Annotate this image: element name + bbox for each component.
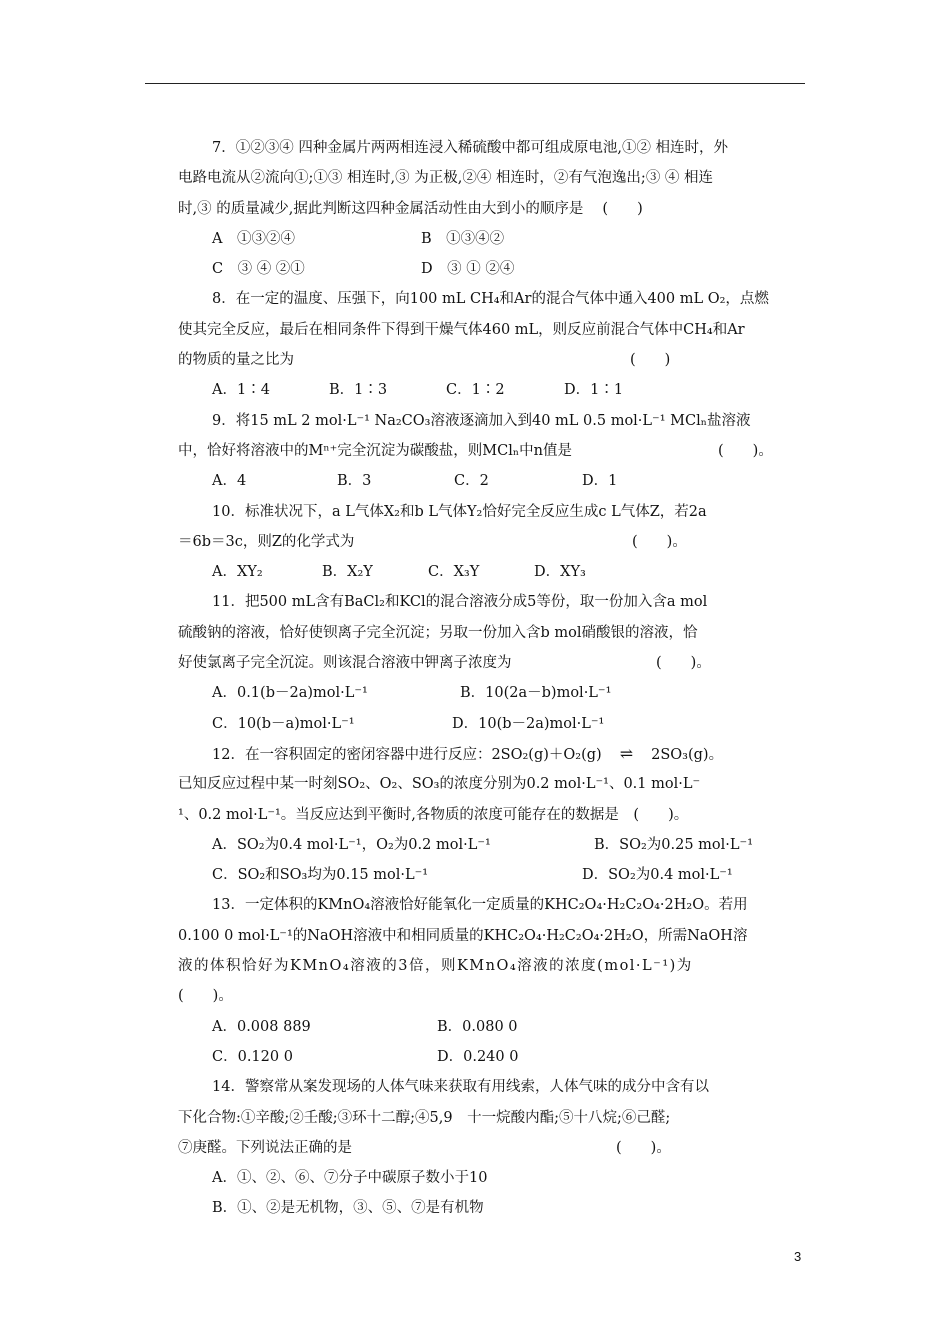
q10-line2: ＝6b＝3c，则Z的化学式为 ( )。 — [178, 533, 687, 550]
q8-line3: 的物质的量之比为 ( ) — [178, 352, 671, 369]
q13-line2: 0.100 0 mol·L⁻¹的NaOH溶液中和相同质量的KHC₂O₄·H₂C₂O₄·2H₂O，所需NaOH溶 — [178, 927, 748, 944]
q8-answer-bracket: ( ) — [630, 352, 671, 369]
q14-line2: 下化合物:①辛酸;②壬酸;③环十二醇;④5,9 十一烷酸内酯;⑤十八烷;⑥己醛; — [178, 1109, 671, 1126]
q8-line2: 使其完全反应，最后在相同条件下得到干燥气体460 mL，则反应前混合气体中CH₄和Ar — [178, 321, 745, 338]
q13-options-ab — [178, 1012, 808, 1042]
q14-answer-bracket: ( )。 — [616, 1139, 671, 1156]
q11-options-cd — [178, 709, 808, 739]
q7-option-b: B ①③④② — [421, 230, 505, 247]
q13-line3: 液的体积恰好为KMnO₄溶液的3倍，则KMnO₄溶液的浓度(mol·L⁻¹)为 — [178, 958, 693, 975]
q8-line1: 8．在一定的温度、压强下，向100 mL CH₄和Ar的混合气体中通入400 mL O₂，点燃 — [212, 291, 769, 308]
q10-option-d: D．XY₃ — [534, 564, 586, 581]
q14-line3: ⑦庚醛。下列说法正确的是 ( )。 — [178, 1139, 671, 1156]
page-content — [178, 133, 808, 1224]
q8-options — [178, 375, 808, 405]
q7-option-a: A ①③②④ — [212, 230, 295, 247]
q12-line3: ¹、0.2 mol·L⁻¹。当反应达到平衡时,各物质的浓度可能存在的数据是 ( )。 — [178, 806, 689, 823]
q9-option-c: C．2 — [454, 473, 489, 490]
q8-option-b: B．1∶3 — [329, 382, 388, 399]
q12-option-b: B．SO₂为0.25 mol·L⁻¹ — [594, 836, 754, 853]
q9-options — [178, 466, 808, 496]
q11-option-b: B．10(2a－b)mol·L⁻¹ — [460, 685, 612, 702]
q10-option-c: C．X₃Y — [428, 564, 480, 581]
q10-option-a: A．XY₂ — [212, 564, 263, 581]
q13-option-a: A．0.008 889 — [212, 1018, 311, 1035]
q7-option-c: C ③ ④ ②① — [212, 261, 305, 278]
q12-line2: 已知反应过程中某一时刻SO₂、O₂、SO₃的浓度分别为0.2 mol·L⁻¹、0.1 mol·L⁻ — [178, 776, 701, 793]
q7-line1: 7．①②③④ 四种金属片两两相连浸入稀硫酸中都可组成原电池,①② 相连时，外 — [212, 140, 729, 156]
q7-option-d: D ③ ① ②④ — [421, 261, 515, 278]
q14-line1: 14．警察常从案发现场的人体气味来获取有用线索，人体气味的成分中含有以 — [212, 1079, 709, 1096]
q11-option-c: C．10(b－a)mol·L⁻¹ — [212, 715, 355, 732]
q10-answer-bracket: ( )。 — [632, 533, 687, 550]
q13-line1: 13．一定体积的KMnO₄溶液恰好能氧化一定质量的KHC₂O₄·H₂C₂O₄·2H₂O。若用 — [212, 897, 748, 914]
q11-option-a: A．0.1(b－2a)mol·L⁻¹ — [212, 685, 368, 702]
q11-line3: 好使氯离子完全沉淀。则该混合溶液中钾离子浓度为 ( )。 — [178, 655, 711, 672]
q13-option-d: D．0.240 0 — [437, 1048, 519, 1065]
q14-option-a: A．①、②、⑥、⑦分子中碳原子数小于10 — [212, 1170, 488, 1187]
q7-line3: 时,③ 的质量减少,据此判断这四种金属活动性由大到小的顺序是 ( ) — [178, 200, 643, 217]
header-rule — [145, 83, 805, 84]
q12-option-c: C．SO₂和SO₃均为0.15 mol·L⁻¹ — [212, 867, 429, 884]
equilibrium-arrow-icon: ⇌ — [619, 743, 634, 763]
q8-option-d: D．1∶1 — [564, 382, 624, 399]
q8-option-c: C．1∶2 — [446, 382, 505, 399]
q9-option-d: D．1 — [582, 473, 618, 490]
q12-options-ab — [178, 830, 808, 860]
q13-option-b: B．0.080 0 — [437, 1018, 518, 1035]
q7-options-ab — [178, 224, 808, 254]
q14-option-b: B．①、②是无机物，③、⑤、⑦是有机物 — [212, 1200, 484, 1217]
q11-answer-bracket: ( )。 — [656, 655, 711, 672]
q13-options-cd — [178, 1042, 808, 1072]
q9-option-b: B．3 — [337, 473, 372, 490]
q13-line4: ( )。 — [178, 988, 233, 1005]
q13-option-c: C．0.120 0 — [212, 1048, 293, 1065]
q10-options — [178, 557, 808, 587]
q9-answer-bracket: ( )。 — [718, 442, 773, 459]
page-number: 3 — [794, 1249, 802, 1264]
q12-options-cd — [178, 860, 808, 890]
q12-option-d: D．SO₂为0.4 mol·L⁻¹ — [582, 867, 733, 884]
q10-option-b: B．X₂Y — [322, 564, 373, 581]
q10-line1: 10．标准状况下，a L气体X₂和b L气体Y₂恰好完全反应生成c L气体Z，若2a — [212, 503, 707, 520]
q11-options-ab — [178, 678, 808, 708]
q11-line1: 11．把500 mL含有BaCl₂和KCl的混合溶液分成5等份，取一份加入含a mol — [212, 594, 708, 611]
q12-line1: 12．在一容积固定的密闭容器中进行反应：2SO₂(g)＋O₂(g) ⇌ 2SO₃(g)。 — [178, 739, 808, 769]
q12-option-a: A．SO₂为0.4 mol·L⁻¹，O₂为0.2 mol·L⁻¹ — [212, 836, 491, 853]
q9-option-a: A．4 — [212, 473, 247, 490]
q7-line2: 电路电流从②流向①;①③ 相连时,③ 为正极,②④ 相连时，②有气泡逸出;③ ④ 相连 — [178, 170, 714, 187]
q11-option-d: D．10(b－2a)mol·L⁻¹ — [452, 715, 605, 732]
q11-line2: 硫酸钠的溶液，恰好使钡离子完全沉淀；另取一份加入含b mol硝酸银的溶液，恰 — [178, 624, 698, 641]
q8-option-a: A．1∶4 — [212, 382, 270, 399]
q9-line1: 9．将15 mL 2 mol·L⁻¹ Na₂CO₃溶液逐滴加入到40 mL 0.5 mol·L⁻¹ MClₙ盐溶液 — [212, 412, 751, 429]
q7-options-cd — [178, 254, 808, 284]
q9-line2: 中，恰好将溶液中的Mⁿ⁺完全沉淀为碳酸盐，则MClₙ中n值是 ( )。 — [178, 442, 773, 459]
